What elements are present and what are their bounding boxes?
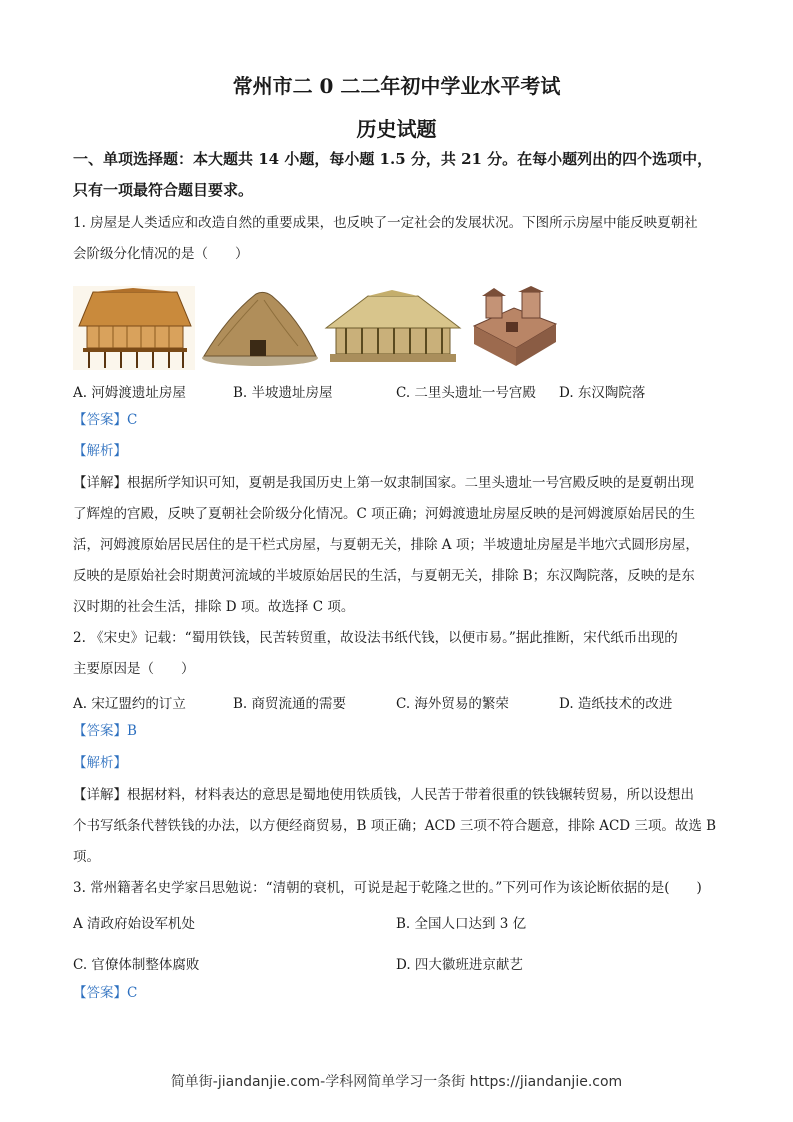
q3-stem: 3. 常州籍著名史学家吕思勉说：“清朝的衰机，可说是起于乾隆之世的。”下列可作为该论断依据的是( ) [73, 880, 702, 896]
q1-detail-line-3: 活，河姆渡原始居民居住的是干栏式房屋，与夏朝无关，排除 A 项；半坡遗址房屋是半地穴式圆形房屋， [73, 537, 699, 553]
q1-option-c: C. 二里头遗址一号宫殿 [396, 385, 536, 401]
q1-analysis-label: 【解析】 [73, 443, 127, 459]
q1-option-d: D. 东汉陶院落 [559, 385, 646, 401]
han-pottery-courtyard-image [466, 286, 562, 370]
section-heading-line-1: 一、单项选择题：本大题共 14 小题，每小题 1.5 分，共 21 分。在每小题列出的四个选项中， [73, 150, 713, 168]
q1-stem-line-2: 会阶级分化情况的是（ ） [73, 246, 249, 262]
page-title: 常州市二 0 二二年初中学业水平考试 [232, 74, 561, 98]
page-footer-watermark: 简单街-jiandanjie.com-学科网简单学习一条街 https://jiandanjie.com [170, 1074, 623, 1090]
q3-option-b: B. 全国人口达到 3 亿 [396, 916, 527, 932]
q2-stem-line-1: 2. 《宋史》记载：“蜀用铁钱，民苦转贸重，故设法书纸代钱，以便市易。”据此推断，宋代纸币出现的 [73, 630, 678, 646]
q3-answer: 【答案】C [73, 985, 138, 1001]
q1-answer: 【答案】C [73, 412, 138, 428]
q2-option-b: B. 商贸流通的需要 [233, 696, 347, 712]
q1-option-a: A. 河姆渡遗址房屋 [73, 385, 186, 401]
q1-detail-line-4: 反映的是原始社会时期黄河流域的半坡原始居民的生活，与夏朝无关，排除 B；东汉陶院落，反映的是东 [73, 568, 695, 584]
q2-stem-line-2: 主要原因是（ ） [73, 661, 195, 677]
q1-detail-line-2: 了辉煌的宫殿，反映了夏朝社会阶级分化情况。C 项正确；河姆渡遗址房屋反映的是河姆渡原始居民的生 [73, 506, 696, 522]
q1-detail-line-5: 汉时期的社会生活，排除 D 项。故选择 C 项。 [73, 599, 355, 615]
erlitou-palace-image [322, 286, 464, 370]
q2-answer: 【答案】B [73, 723, 137, 739]
q3-option-c: C. 官僚体制整体腐败 [73, 957, 200, 973]
q1-option-b: B. 半坡遗址房屋 [233, 385, 333, 401]
q1-detail-line-1: 【详解】根据所学知识可知，夏朝是我国历史上第一奴隶制国家。二里头遗址一号宫殿反映的是夏朝出现 [73, 475, 694, 491]
q2-option-d: D. 造纸技术的改进 [559, 696, 673, 712]
q2-option-a: A. 宋辽盟约的订立 [73, 696, 186, 712]
q3-option-d: D. 四大徽班进京献艺 [396, 957, 523, 973]
q1-stem-line-1: 1. 房屋是人类适应和改造自然的重要成果，也反映了一定社会的发展状况。下图所示房屋中能反映夏朝社 [73, 215, 698, 231]
banpo-round-house-image [198, 286, 320, 370]
page-subtitle: 历史试题 [356, 117, 437, 141]
q2-detail-line-1: 【详解】根据材料，材料表达的意思是蜀地使用铁质钱，人民苦于带着很重的铁钱辗转贸易，所以设想出 [73, 787, 694, 803]
q2-detail-line-3: 项。 [73, 849, 100, 865]
q2-analysis-label: 【解析】 [73, 755, 127, 771]
q3-option-a: A 清政府始设军机处 [73, 916, 196, 932]
q2-option-c: C. 海外贸易的繁荣 [396, 696, 509, 712]
q2-detail-line-2: 个书写纸条代替铁钱的办法，以方便经商贸易，B 项正确；ACD 三项不符合题意，排除 ACD 三项。故选 B [73, 818, 717, 834]
section-heading-line-2: 只有一项最符合题目要求。 [73, 181, 254, 199]
hemudu-stilt-house-image [73, 286, 195, 370]
